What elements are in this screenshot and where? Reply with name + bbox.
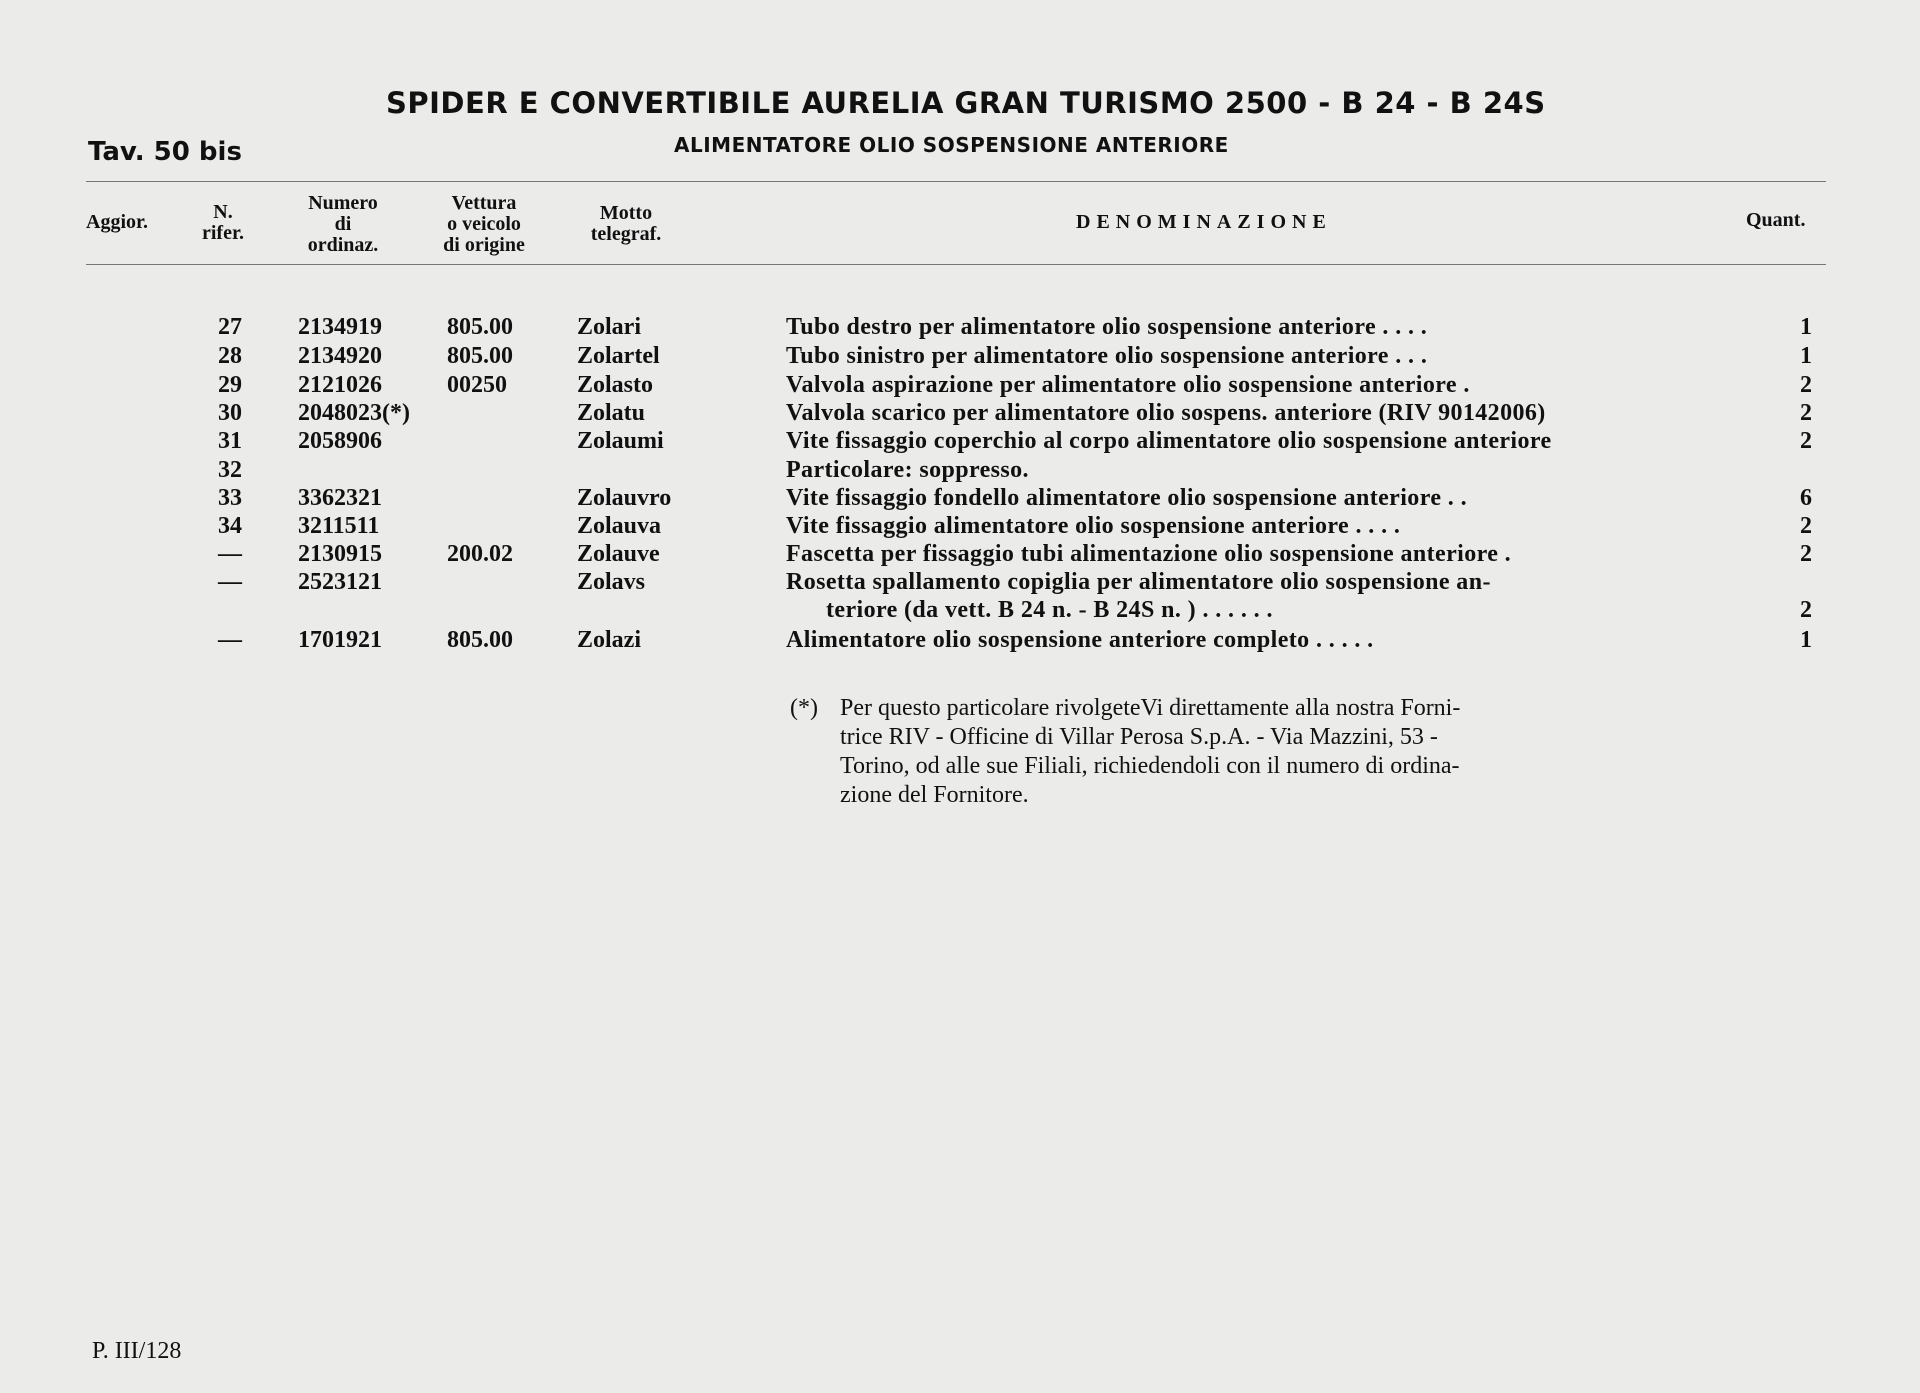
cell-quant: 1 [1800,627,1812,653]
cell-vettura: 805.00 [447,627,513,653]
col-header-vettura [420,193,548,256]
cell-denominazione: Fascetta per fissaggio tubi alimentazione olio sospensione anteriore . [786,541,1512,567]
cell-motto: Zolazi [577,627,641,653]
col-header-quant: Quant. [1746,209,1806,231]
cell-denominazione: Valvola aspirazione per alimentatore olio sospensione anteriore . [786,372,1470,398]
cell-denominazione: Vite fissaggio alimentatore olio sospensione anteriore . . . . [786,513,1401,539]
cell-quant: 2 [1800,513,1812,539]
cell-numero: 3211511 [298,513,380,539]
table-row [0,314,1920,343]
table-row [0,485,1920,514]
header-top-rule [86,181,1826,182]
cell-quant: 2 [1800,428,1812,454]
cell-denominazione: Vite fissaggio fondello alimentatore olio sospensione anteriore . . [786,485,1467,511]
cell-motto: Zolavs [577,569,646,595]
footnote-body [840,694,1740,810]
col-header-numero-line1: Numero [308,192,378,214]
col-header-aggior: Aggior. [86,211,149,233]
table-row [0,569,1920,598]
cell-rif: — [218,627,242,653]
col-header-vettura-line3: di origine [443,234,525,256]
cell-quant: 2 [1800,597,1812,623]
cell-denominazione: Tubo sinistro per alimentatore olio sospensione anteriore . . . [786,343,1428,369]
table-row [0,400,1920,429]
cell-numero: 2523121 [298,569,382,595]
cell-numero: 2130915 [298,541,382,567]
cell-denominazione: Alimentatore olio sospensione anteriore completo . . . . . [786,627,1374,653]
cell-numero: 2121026 [298,372,382,398]
cell-rif: 33 [218,485,242,511]
table-row [0,428,1920,457]
cell-denominazione: Rosetta spallamento copiglia per alimentatore olio sospensione an- [786,569,1491,595]
cell-vettura: 805.00 [447,343,513,369]
cell-denominazione: Particolare: soppresso. [786,457,1029,483]
table-row [0,627,1920,656]
col-header-vettura-line1: Vettura [451,192,517,214]
cell-numero: 2048023(*) [298,400,410,426]
cell-numero: 3362321 [298,485,382,511]
table-reference: Tav. 50 bis [88,137,242,167]
page-title: SPIDER E CONVERTIBILE AURELIA GRAN TURISMO 2500 - B 24 - B 24S [386,86,1546,120]
table-row [0,343,1920,372]
footnote-line: trice RIV - Officine di Villar Perosa S.p.A. - Via Mazzini, 53 - [840,724,1438,750]
col-header-vettura-line2: o veicolo [447,213,521,235]
page-subtitle: ALIMENTATORE OLIO SOSPENSIONE ANTERIORE [674,133,1229,157]
cell-quant: 2 [1800,372,1812,398]
cell-rif: 29 [218,372,242,398]
footnote-mark: (*) [790,695,818,721]
cell-numero: 2134919 [298,314,382,340]
cell-denominazione: Tubo destro per alimentatore olio sospensione anteriore . . . . [786,314,1428,340]
col-header-rif-line2: rifer. [201,222,244,244]
cell-motto: Zolauve [577,541,660,567]
col-header-motto-line2: telegraf. [590,223,662,245]
cell-motto: Zolari [577,314,641,340]
cell-quant: 6 [1800,485,1812,511]
cell-rif: 28 [218,343,242,369]
footnote-line: zione del Fornitore. [840,782,1029,808]
col-header-denominazione: DENOMINAZIONE [1076,211,1332,233]
cell-rif: 32 [218,457,242,483]
page-number: P. III/128 [92,1338,182,1364]
col-header-numero-line2: di [334,213,352,235]
cell-motto: Zolauva [577,513,662,539]
col-header-numero-line3: ordinaz. [307,234,379,256]
table-row [0,541,1920,570]
col-header-numero [288,193,398,256]
cell-vettura: 200.02 [447,541,513,567]
cell-denominazione: teriore (da vett. B 24 n. - B 24S n. ) . . . . . . [826,597,1273,623]
cell-rif: 31 [218,428,242,454]
cell-numero: 2134920 [298,343,382,369]
col-header-motto-line1: Motto [599,202,653,224]
cell-rif: 34 [218,513,242,539]
cell-motto: Zolaumi [577,428,664,454]
cell-motto: Zolatu [577,400,646,426]
col-header-motto [572,203,680,245]
cell-numero: 1701921 [298,627,382,653]
cell-rif: 27 [218,314,242,340]
cell-vettura: 805.00 [447,314,513,340]
col-header-rif-line1: N. [213,201,233,223]
cell-quant: 1 [1800,314,1812,340]
cell-rif: — [218,569,242,595]
cell-quant: 2 [1800,541,1812,567]
cell-motto: Zolartel [577,343,660,369]
table-row [0,372,1920,401]
col-header-rif [196,202,250,244]
cell-quant: 1 [1800,343,1812,369]
table-row [0,457,1920,486]
cell-motto: Zolauvro [577,485,672,511]
cell-quant: 2 [1800,400,1812,426]
cell-denominazione: Vite fissaggio coperchio al corpo alimentatore olio sospensione anteriore [786,428,1552,454]
cell-motto: Zolasto [577,372,654,398]
table-row [0,597,1920,626]
cell-vettura: 00250 [447,372,507,398]
cell-rif: — [218,541,242,567]
footnote-line: Per questo particolare rivolgeteVi direttamente alla nostra Forni- [840,695,1461,721]
header-bottom-rule [86,264,1826,265]
cell-denominazione: Valvola scarico per alimentatore olio sospens. anteriore (RIV 90142006) [786,400,1546,426]
footnote-line: Torino, od alle sue Filiali, richiedendoli con il numero di ordina- [840,753,1460,779]
cell-rif: 30 [218,400,242,426]
table-row [0,513,1920,542]
cell-numero: 2058906 [298,428,382,454]
